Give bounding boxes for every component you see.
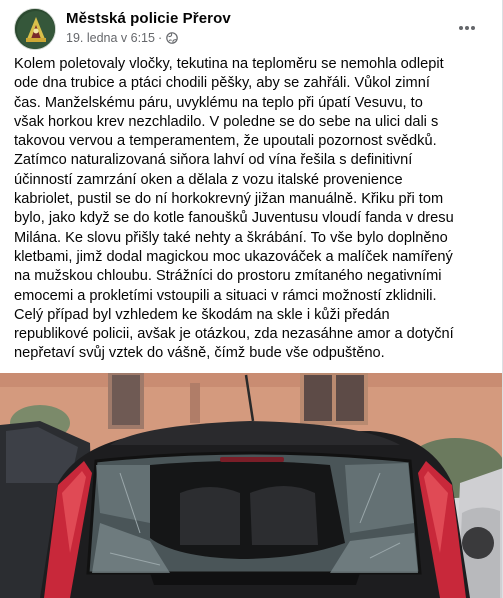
page-name[interactable]: Městská policie Přerov	[66, 10, 231, 27]
page-avatar[interactable]	[14, 8, 56, 50]
city-police-logo	[15, 9, 56, 50]
more-options-icon[interactable]	[456, 18, 478, 38]
post-meta	[66, 31, 178, 45]
post-photo[interactable]	[0, 373, 503, 598]
post-timestamp[interactable]: 19. ledna v 6:15	[66, 31, 155, 45]
broken-car-window-photo	[0, 373, 503, 598]
post-text: Kolem poletovaly vločky, tekutina na teploměru se nemohla odlepit ode dna trubice a ptáci chodili pěšky, aby se zahřáli. Vůkol zimní čas. Manželskému páru, uvyklému na teplo při úpatí Vesuvu, to však horkou krev nezchladilo. V poledne se do sebe na ulici dali s takovou vervou a temperamentem, že upoutali pozornost svědků. Zatímco naturalizovaná siňora lahví od vína řešila s definitivní účinností zamrzání oken a dělala z vozu italské provenience kabriolet, pustil se do ní horkokrevný jižan manuálně. Křiku při tom bylo, jako když se do kotle fanoušků Juventusu vloudí fanda v dresu Milána. Ke slovu přišly také nehty a škrábání. To vše bylo doplněno kletbami, jimž dodal magickou moc ukazováček a malíček namířený na mužskou chloubu. Strážníci do prostoru zmítaného negativními emocemi a prokletími vstoupili a situaci v rámci možností zklidnili. Celý případ byl vzhledem ke škodám na skle i kůži předán republikové policii, avšak je otázkou, zda nezasáhne amor a dotyční nepřetaví svůj vztek do vášně, čímž bude vše odpuštěno.	[14, 56, 454, 362]
post-header	[14, 8, 492, 48]
globe-icon	[166, 32, 178, 44]
meta-separator: ·	[157, 31, 163, 45]
